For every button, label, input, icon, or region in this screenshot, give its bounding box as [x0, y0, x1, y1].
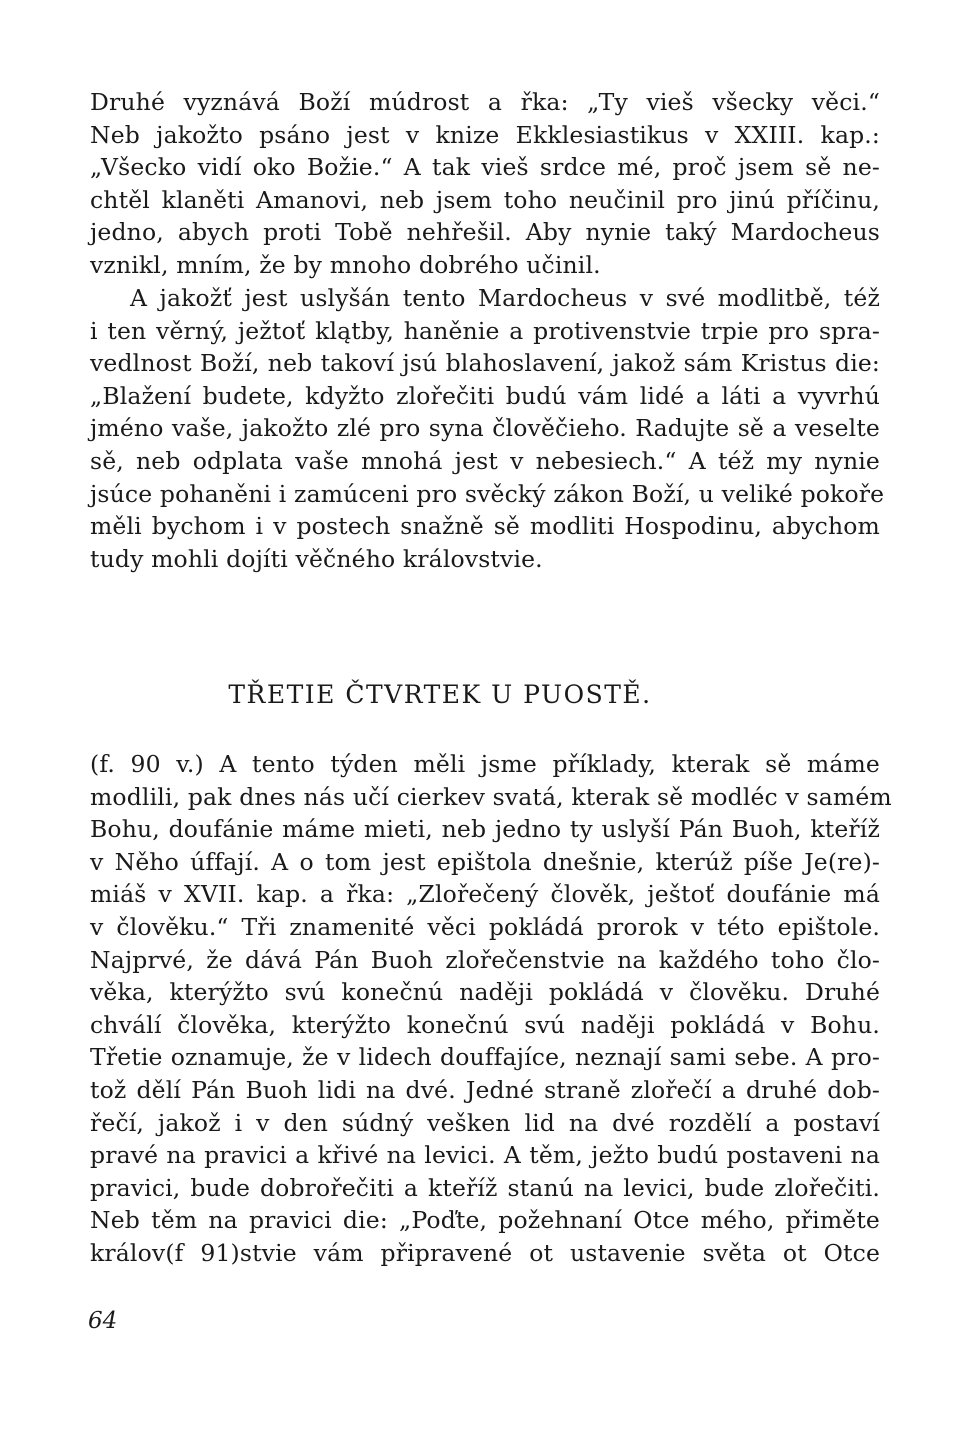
- text-line: v člověku.“ Tři znamenité věci pokládá prorok v této epištole.: [90, 912, 880, 941]
- text-line: tož dělí Pán Buoh lidi na dvé. Jedné straně zlořečí a druhé dob-: [90, 1075, 880, 1104]
- text-line: Neb těm na pravici die: „Poďte, požehnaní Otce mého, přiměte: [90, 1206, 880, 1235]
- text-line: A jakožť jest uslyšán tento Mardocheus v své modlitbě, též: [130, 284, 880, 312]
- section-heading: TŘETIE ČTVRTEK U PUOSTĚ.: [228, 680, 652, 709]
- text-fragment: stvie vám připravené ot ustavenie světa ot Otce: [239, 1238, 880, 1267]
- text-line: Neb jakožto psáno jest v knize Ekklesiastikus v XXIII. kap.:: [90, 120, 880, 149]
- text-fragment: králov: [90, 1238, 166, 1267]
- text-line: věka, kterýžto svú konečnú naději pokládá v člověku. Druhé: [90, 978, 880, 1007]
- text-line: řečí, jakož i v den súdný vešken lid na dvé rozdělí a postaví: [90, 1108, 880, 1137]
- text-line: „Blažení budete, kdyžto zlořečiti budú vám lidé a láti a vyvrhú: [90, 381, 880, 410]
- text-line: modlili, pak dnes nás učí cierkev svatá, kterak sě modléc v samém: [90, 782, 892, 811]
- text-line: Bohu, doufánie máme mieti, neb jedno ty uslyší Pán Buoh, kteříž: [90, 815, 880, 844]
- paragraph-1: [90, 86, 880, 282]
- text-line: miáš v XVII. kap. a řka: „Zlořečený člověk, ještoť doufánie má: [90, 880, 880, 909]
- text-line-with-folio-marker: [90, 1237, 880, 1270]
- text-line: Druhé vyznává Boží múdrost a řka: „Ty vieš všecky věci.“: [90, 88, 880, 116]
- page-number: 64: [88, 1308, 118, 1334]
- text-line: vedlnost Boží, neb takoví jsú blahoslavení, jakož sám Kristus die:: [90, 349, 880, 378]
- text-line: v Něho úffají. A o tom jest epištola dnešnie, kterúž píše Je(re)-: [90, 847, 880, 876]
- text-line: „Všecko vidí oko Božie.“ A tak vieš srdce mé, proč jsem sě ne-: [90, 153, 880, 182]
- paragraph-3: [90, 748, 892, 1270]
- text-line: vznikl, mním, že by mnoho dobrého učinil.: [90, 250, 601, 279]
- text-line: Najprvé, že dává Pán Buoh zlořečenstvie na každého toho člo-: [90, 945, 880, 974]
- text-line: jsúce pohaněni i zamúceni pro svěcký zákon Boží, u veliké pokoře: [90, 479, 885, 508]
- text-line: Třetie oznamuje, že v lidech douffajíce, neznají sami sebe. A pro-: [90, 1043, 880, 1072]
- text-line: měli bychom i v postech snažně sě modliti Hospodinu, abychom: [90, 512, 880, 541]
- text-line: pravici, bude dobrořečiti a kteříž stanú na levici, bude zlořečiti.: [90, 1173, 880, 1202]
- text-line: tudy mohli dojíti věčného královstvie.: [90, 544, 543, 573]
- text-line: i ten věrný, ježtoť klątby, haněnie a protivenstvie trpie pro spra-: [90, 316, 880, 345]
- folio-marker: (f 91): [165, 1238, 240, 1267]
- text-line: jméno vaše, jakožto zlé pro syna člověčieho. Radujte sě a veselte: [90, 414, 880, 443]
- text-line: chtěl klaněti Amanovi, neb jsem toho neučinil pro jinú příčinu,: [90, 185, 880, 214]
- text-line: chválí člověka, kterýžto konečnú svú naději pokládá v Bohu.: [90, 1010, 880, 1039]
- text-line: pravé na pravici a křivé na levici. A těm, ježto budú postaveni na: [90, 1141, 880, 1170]
- text-line: jedno, abych proti Tobě nehřešil. Aby nynie taký Mardocheus: [90, 218, 880, 247]
- text-line: sě, neb odplata vaše mnohá jest v nebesiech.“ A též my nynie: [90, 446, 880, 475]
- paragraph-2: [90, 282, 885, 575]
- text-line: (f. 90 v.) A tento týden měli jsme příklady, kterak sě máme: [90, 750, 880, 778]
